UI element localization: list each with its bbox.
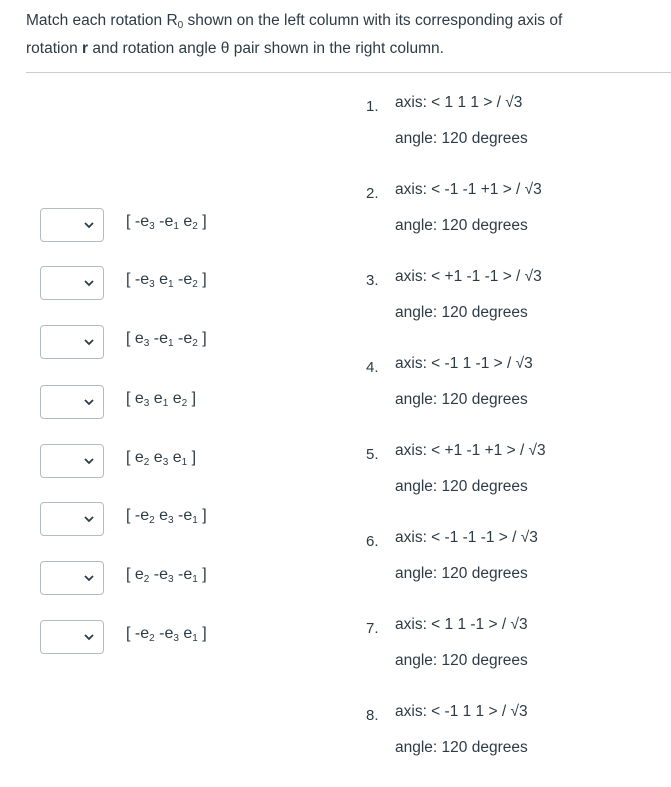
question-line-2: rotation r and rotation angle θ pair shown in the right column.: [26, 40, 444, 57]
rotation-matrix: [ $e_3$ $e_1$ $e_2$ ]: [126, 390, 197, 409]
angle-text: angle: 120 degrees: [395, 739, 528, 756]
axis-text: axis: < +1 -1 -1 > / √3: [395, 268, 542, 285]
answer-dropdown[interactable]: [40, 620, 104, 654]
match-row: [40, 266, 300, 302]
rotation-matrix: [ $e_3$ $-e_1$ $-e_2$ ]: [126, 330, 207, 349]
choice-number: 6.: [366, 533, 379, 550]
chevron-down-icon: [81, 394, 97, 410]
axis-text: axis: < 1 1 -1 > / √3: [395, 616, 528, 633]
rotation-matrix: [ $-e_2$ $-e_3$ $e_1$ ]: [126, 625, 207, 644]
divider: [26, 72, 671, 73]
rotation-matrix: [ $-e_3$ $-e_1$ $e_2$ ]: [126, 213, 207, 232]
choice-number: 4.: [366, 359, 379, 376]
chevron-down-icon: [81, 217, 97, 233]
choice-number: 8.: [366, 707, 379, 724]
question-line-1: Match each rotation $R_0$ shown on the left column with its corresponding axis of: [26, 12, 563, 31]
axis-text: axis: < 1 1 1 > / √3: [395, 94, 523, 111]
question-text: [26, 7, 656, 63]
answer-dropdown[interactable]: [40, 385, 104, 419]
chevron-down-icon: [81, 275, 97, 291]
axis-text: axis: < -1 1 -1 > / √3: [395, 355, 533, 372]
axis-text: axis: < -1 -1 -1 > / √3: [395, 529, 538, 546]
chevron-down-icon: [81, 334, 97, 350]
answer-dropdown[interactable]: [40, 208, 104, 242]
angle-text: angle: 120 degrees: [395, 565, 528, 582]
chevron-down-icon: [81, 570, 97, 586]
answer-dropdown[interactable]: [40, 266, 104, 300]
angle-text: angle: 120 degrees: [395, 217, 528, 234]
answer-dropdown[interactable]: [40, 502, 104, 536]
choice-number: 1.: [366, 98, 379, 115]
axis-text: axis: < -1 1 1 > / √3: [395, 703, 528, 720]
choice-number: 7.: [366, 620, 379, 637]
angle-text: angle: 120 degrees: [395, 391, 528, 408]
match-row: [40, 561, 300, 597]
match-row: [40, 385, 300, 421]
choice-number: 3.: [366, 272, 379, 289]
rotation-matrix: [ $e_2$ $-e_3$ $-e_1$ ]: [126, 566, 207, 585]
rotation-matrix: [ $-e_2$ $e_3$ $-e_1$ ]: [126, 507, 207, 526]
match-row: [40, 620, 300, 656]
axis-text: axis: < +1 -1 +1 > / √3: [395, 442, 546, 459]
angle-text: angle: 120 degrees: [395, 652, 528, 669]
match-row: [40, 325, 300, 361]
choice-number: 5.: [366, 446, 379, 463]
chevron-down-icon: [81, 453, 97, 469]
angle-text: angle: 120 degrees: [395, 304, 528, 321]
angle-text: angle: 120 degrees: [395, 478, 528, 495]
angle-text: angle: 120 degrees: [395, 130, 528, 147]
match-row: [40, 444, 300, 480]
rotation-matrix: [ $e_2$ $e_3$ $e_1$ ]: [126, 449, 197, 468]
chevron-down-icon: [81, 629, 97, 645]
answer-dropdown[interactable]: [40, 325, 104, 359]
answer-dropdown[interactable]: [40, 561, 104, 595]
choice-number: 2.: [366, 185, 379, 202]
match-row: [40, 208, 300, 244]
answer-dropdown[interactable]: [40, 444, 104, 478]
axis-text: axis: < -1 -1 +1 > / √3: [395, 181, 542, 198]
match-row: [40, 502, 300, 538]
chevron-down-icon: [81, 511, 97, 527]
rotation-matrix: [ $-e_3$ $e_1$ $-e_2$ ]: [126, 271, 207, 290]
